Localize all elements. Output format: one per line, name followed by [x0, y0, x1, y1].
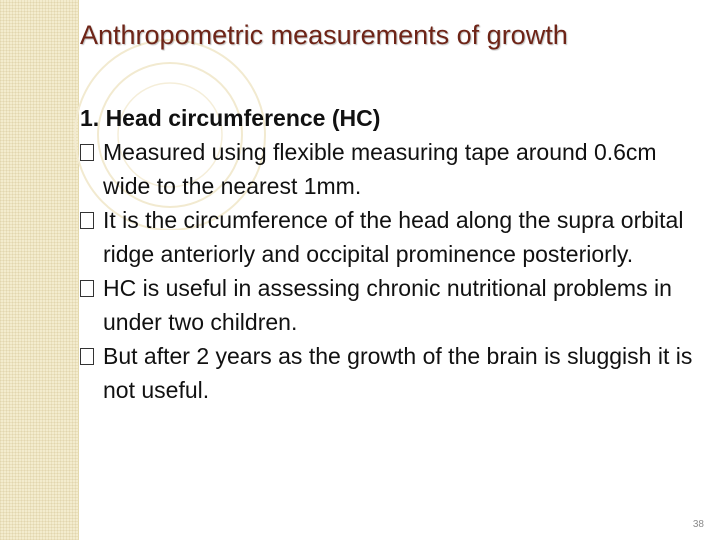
bullet-text: HC is useful in assessing chronic nutritional problems in under two children. — [103, 275, 672, 335]
slide-title: Anthropometric measurements of growth — [80, 20, 568, 50]
bullet-text: But after 2 years as the growth of the brain is sluggish it is not useful. — [103, 343, 693, 403]
bullet-text: Measured using flexible measuring tape around 0.6cm wide to the nearest 1mm. — [103, 139, 657, 199]
bullet-box-icon — [80, 280, 94, 297]
bullet-item — [80, 203, 705, 271]
bullet-box-icon — [80, 348, 94, 365]
bullet-item — [80, 271, 705, 339]
bullet-item — [80, 135, 705, 203]
page-number: 38 — [692, 519, 704, 530]
bullet-item — [80, 339, 705, 407]
bullet-text: It is the circumference of the head along the supra orbital ridge anteriorly and occipital prominence posteriorly. — [103, 207, 684, 267]
bullet-box-icon — [80, 212, 94, 229]
slide-content — [80, 101, 705, 407]
sidebar-decoration — [0, 0, 79, 540]
bullet-box-icon — [80, 144, 94, 161]
section-heading: 1. Head circumference (HC) — [80, 105, 381, 131]
